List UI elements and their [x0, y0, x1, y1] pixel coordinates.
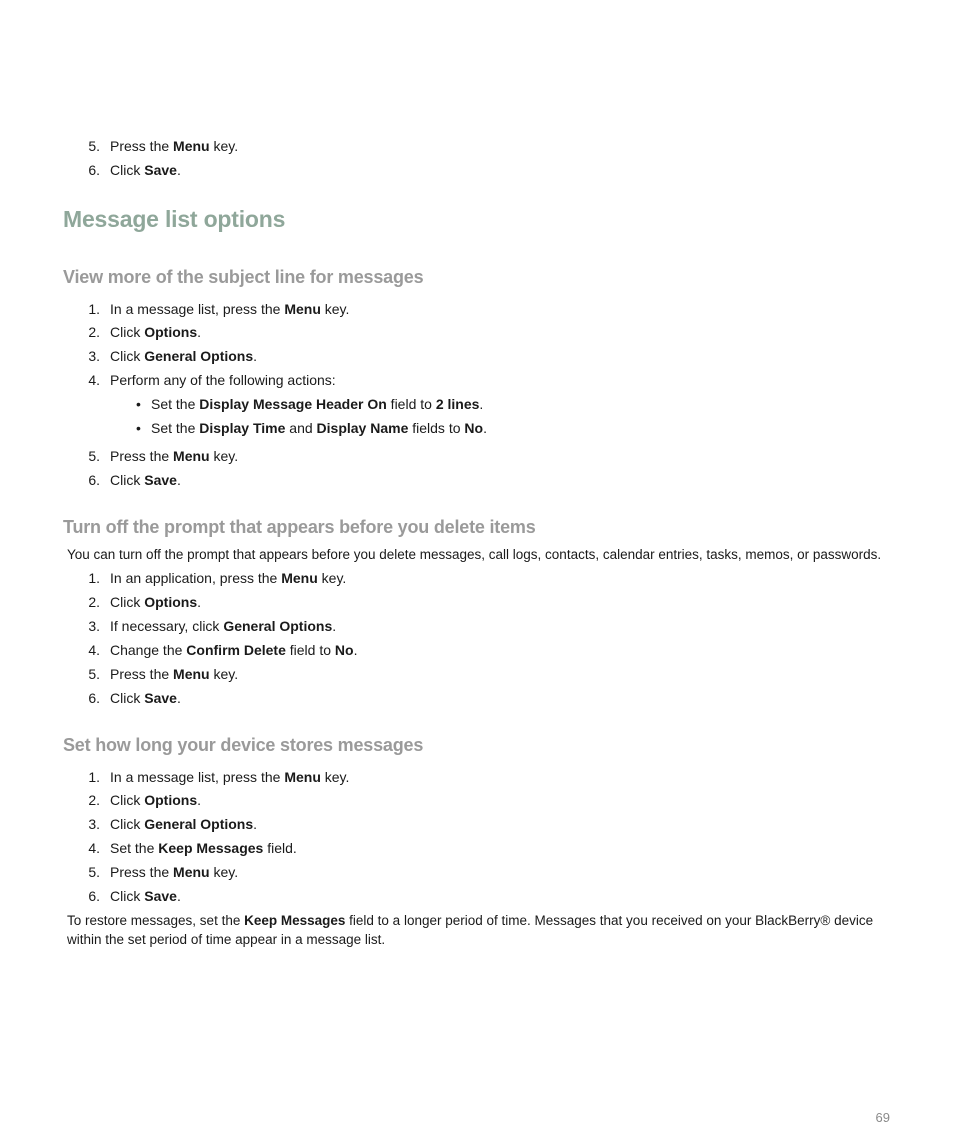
bullet-icon: •	[136, 420, 141, 436]
page-number: 69	[875, 1110, 890, 1125]
section-note: To restore messages, set the Keep Messages field to a longer period of time. Messages that you received on your BlackBerry® device within the set period of time appear in a message list.	[67, 913, 874, 947]
step-number: 6.	[88, 888, 100, 904]
page-title: Message list options	[63, 206, 286, 232]
step-number: 5.	[88, 666, 100, 682]
step-number: 4.	[88, 372, 100, 388]
step-number: 1.	[88, 570, 100, 586]
step-text: Click Options.	[110, 594, 202, 610]
step-text: In a message list, press the Menu key.	[110, 301, 350, 317]
step-text: Change the Confirm Delete field to No.	[110, 642, 358, 658]
step-number: 3.	[88, 816, 100, 832]
step-number: 1.	[88, 301, 100, 317]
step-number: 5.	[88, 138, 100, 154]
step-text: Press the Menu key.	[110, 138, 239, 154]
step-number: 2.	[88, 792, 100, 808]
step-text: Click General Options.	[110, 348, 258, 364]
step-number: 4.	[88, 642, 100, 658]
step-text: Click Options.	[110, 792, 202, 808]
step-number: 5.	[88, 864, 100, 880]
step-text: Press the Menu key.	[110, 666, 239, 682]
step-text: Click Options.	[110, 324, 202, 340]
step-text: In a message list, press the Menu key.	[110, 769, 350, 785]
step-number: 3.	[88, 348, 100, 364]
step-text: Click Save.	[110, 162, 181, 178]
bullet-text: Set the Display Message Header On field to 2 lines.	[151, 396, 484, 412]
step-text: Press the Menu key.	[110, 864, 239, 880]
step-text: Set the Keep Messages field.	[110, 840, 297, 856]
step-number: 4.	[88, 840, 100, 856]
step-number: 6.	[88, 472, 100, 488]
step-text: Click Save.	[110, 888, 181, 904]
step-text: Click General Options.	[110, 816, 258, 832]
step-number: 2.	[88, 594, 100, 610]
step-number: 5.	[88, 448, 100, 464]
step-text: In an application, press the Menu key.	[110, 570, 347, 586]
step-text: Perform any of the following actions:	[110, 372, 336, 388]
step-text: Click Save.	[110, 690, 181, 706]
step-number: 3.	[88, 618, 100, 634]
section-heading: View more of the subject line for messages	[63, 267, 424, 287]
step-text: If necessary, click General Options.	[110, 618, 337, 634]
section-heading: Set how long your device stores messages	[63, 735, 424, 755]
section-heading: Turn off the prompt that appears before you delete items	[63, 517, 536, 537]
step-number: 2.	[88, 324, 100, 340]
step-number: 6.	[88, 162, 100, 178]
bullet-icon: •	[136, 396, 141, 412]
step-number: 1.	[88, 769, 100, 785]
bullet-text: Set the Display Time and Display Name fields to No.	[151, 420, 487, 436]
section-intro: You can turn off the prompt that appears before you delete messages, call logs, contacts, calendar entries, tasks, memos, or passwords.	[67, 547, 882, 562]
step-number: 6.	[88, 690, 100, 706]
step-text: Click Save.	[110, 472, 181, 488]
step-text: Press the Menu key.	[110, 448, 239, 464]
